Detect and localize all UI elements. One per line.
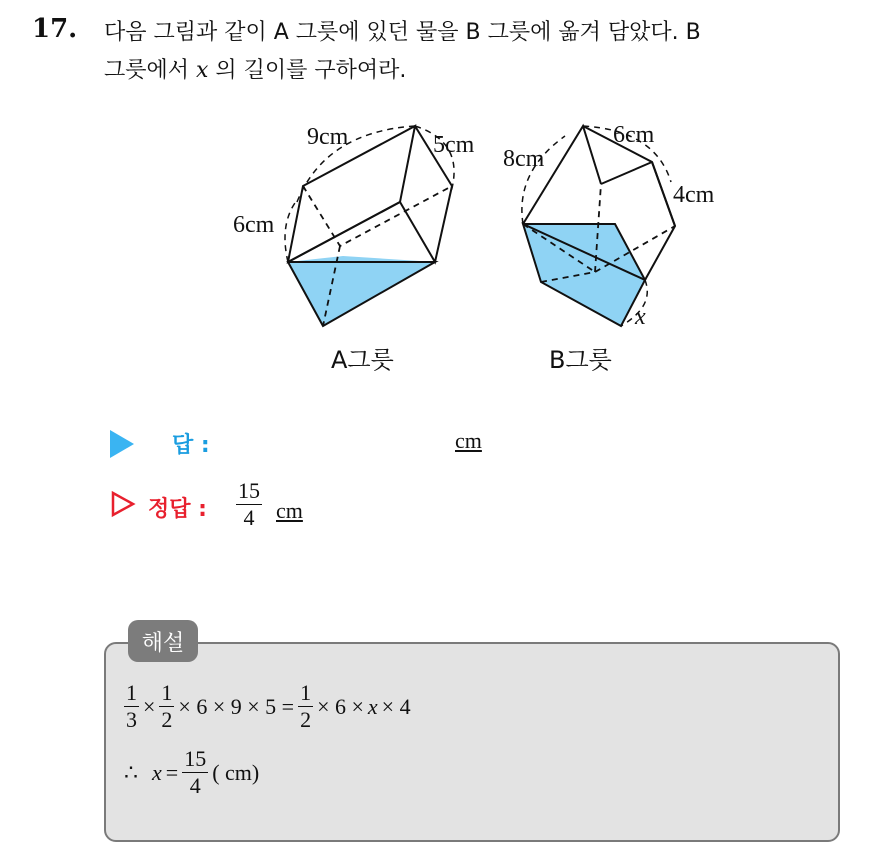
therefore-sign: ∴	[124, 759, 138, 785]
fraction-numerator: 15	[184, 746, 207, 771]
answer-label: 답 :	[172, 433, 210, 458]
correct-answer-fraction	[236, 478, 262, 531]
correct-answer-denominator: 4	[243, 505, 255, 530]
question-variable: x	[196, 58, 209, 83]
container-a-width-label: 9cm	[307, 124, 349, 150]
explanation-equation-1	[124, 680, 411, 733]
containers-figure	[215, 112, 735, 382]
container-b-depth-label: 8cm	[503, 146, 545, 172]
question-number: 17.	[32, 14, 78, 44]
equation-variable: x	[367, 693, 378, 719]
fraction-one-half	[159, 680, 174, 733]
fraction-one-half-right	[298, 680, 313, 733]
answer-unit: cm	[455, 428, 482, 453]
times-sign: ×	[143, 693, 156, 719]
explanation-box	[104, 642, 840, 842]
fraction-numerator: 1	[161, 680, 173, 705]
container-b-x-label: x	[635, 304, 646, 330]
correct-answer-unit: cm	[276, 498, 303, 523]
result-unit: ( cm)	[212, 759, 260, 785]
question-line-2	[104, 52, 864, 90]
fraction-one-third	[124, 680, 139, 733]
container-b	[503, 122, 715, 374]
container-b-caption: B그릇	[549, 346, 612, 374]
result-fraction	[182, 746, 208, 799]
fraction-numerator: 1	[126, 680, 137, 705]
answer-row	[110, 424, 510, 464]
question-line-2-start: 그릇에서	[104, 58, 197, 83]
container-b-width-label: 6cm	[613, 122, 655, 148]
fraction-numerator: 1	[300, 680, 312, 705]
container-a-water	[288, 262, 435, 326]
fraction-denominator: 2	[161, 707, 173, 732]
container-a-caption: A그릇	[331, 346, 394, 374]
equation-tail-b: × 4	[381, 693, 411, 719]
explanation-equation-2	[124, 746, 259, 799]
container-a-height-label: 6cm	[233, 212, 275, 238]
container-b-water	[523, 224, 645, 326]
equation-tail-a: × 6 ×	[317, 693, 364, 719]
correct-answer-numerator: 15	[238, 478, 260, 503]
correct-answer-label: 정답 :	[148, 497, 207, 522]
outline-play-icon	[110, 490, 136, 518]
result-variable: x	[152, 759, 162, 785]
correct-answer-row	[110, 478, 510, 542]
equation-middle: × 6 × 9 × 5 =	[178, 693, 295, 719]
explanation-title: 해설	[128, 620, 198, 662]
play-icon	[110, 430, 134, 458]
fraction-denominator: 2	[300, 707, 312, 732]
container-a	[233, 124, 475, 374]
question-text	[104, 14, 864, 90]
question-line-2-end: 의 길이를 구하여라.	[208, 58, 407, 83]
container-b-height-label: 4cm	[673, 182, 715, 208]
question-line-1: 다음 그림과 같이 A 그릇에 있던 물을 B 그릇에 옮겨 담았다. B	[104, 20, 701, 45]
fraction-denominator: 3	[126, 707, 137, 732]
equals-sign: =	[165, 759, 179, 785]
fraction-denominator: 4	[189, 773, 201, 798]
container-a-depth-label: 5cm	[433, 132, 475, 158]
